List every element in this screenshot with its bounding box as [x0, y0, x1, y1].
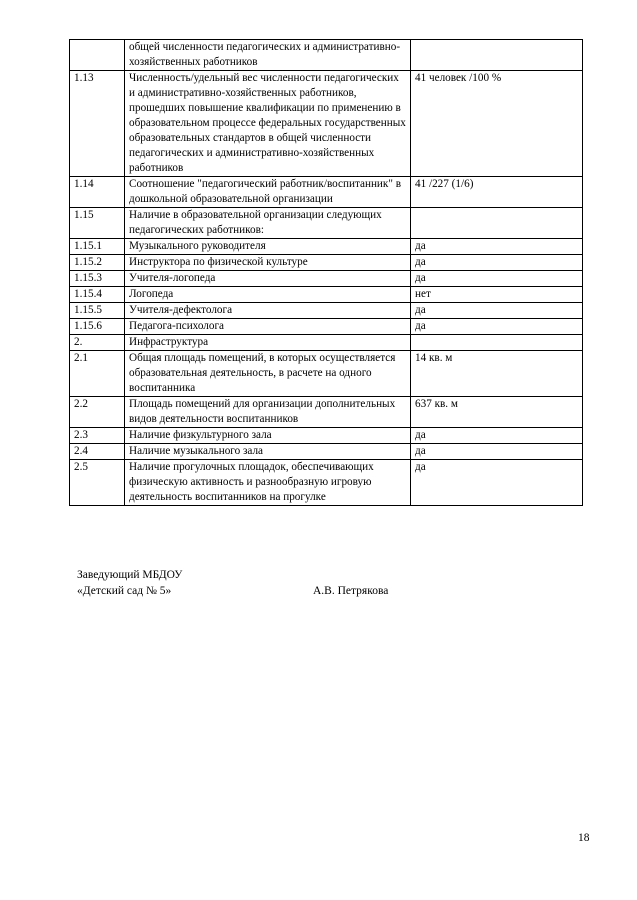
- cell-num: 1.13: [70, 71, 125, 177]
- cell-val: 41 человек /100 %: [411, 71, 583, 177]
- cell-desc: Музыкального руководителя: [125, 239, 411, 255]
- table-row: [70, 319, 583, 335]
- cell-num: 1.15.2: [70, 255, 125, 271]
- table-row: [70, 71, 583, 177]
- cell-val: [411, 335, 583, 351]
- cell-val: да: [411, 239, 583, 255]
- table-row: [70, 444, 583, 460]
- cell-num: 2.1: [70, 351, 125, 397]
- table-row: [70, 303, 583, 319]
- cell-desc: Учителя-логопеда: [125, 271, 411, 287]
- cell-desc: Соотношение "педагогический работник/воспитанник" в дошкольной образовательной организации: [125, 177, 411, 208]
- indicators-table: [69, 39, 583, 506]
- cell-desc: Учителя-дефектолога: [125, 303, 411, 319]
- cell-desc: Наличие прогулочных площадок, обеспечивающих физическую активность и разнообразную игровую деятельность воспитанников на прогулке: [125, 460, 411, 506]
- cell-val: 41 /227 (1/6): [411, 177, 583, 208]
- cell-val: да: [411, 255, 583, 271]
- cell-val: да: [411, 460, 583, 506]
- table-row: [70, 351, 583, 397]
- cell-desc: Общая площадь помещений, в которых осуществляется образовательная деятельность, в расчете на одного воспитанника: [125, 351, 411, 397]
- cell-num: 2.3: [70, 428, 125, 444]
- cell-desc: Инфраструктура: [125, 335, 411, 351]
- cell-num: 1.15: [70, 208, 125, 239]
- cell-desc: Наличие музыкального зала: [125, 444, 411, 460]
- cell-val: да: [411, 303, 583, 319]
- table-row: [70, 335, 583, 351]
- cell-val: нет: [411, 287, 583, 303]
- cell-num: 2.5: [70, 460, 125, 506]
- cell-desc: Логопеда: [125, 287, 411, 303]
- cell-desc: Инструктора по физической культуре: [125, 255, 411, 271]
- cell-desc: общей численности педагогических и административно-хозяйственных работников: [125, 40, 411, 71]
- cell-val: да: [411, 319, 583, 335]
- cell-val: 637 кв. м: [411, 397, 583, 428]
- cell-num: 1.15.4: [70, 287, 125, 303]
- signature-position: Заведующий МБДОУ: [77, 569, 183, 581]
- table-row: [70, 255, 583, 271]
- cell-num: 2.4: [70, 444, 125, 460]
- cell-val: 14 кв. м: [411, 351, 583, 397]
- cell-num: 1.15.3: [70, 271, 125, 287]
- table-row: [70, 208, 583, 239]
- cell-desc: Площадь помещений для организации дополнительных видов деятельности воспитанников: [125, 397, 411, 428]
- cell-val: да: [411, 444, 583, 460]
- cell-desc: Педагога-психолога: [125, 319, 411, 335]
- cell-val: [411, 208, 583, 239]
- signature-name: А.В. Петрякова: [313, 585, 389, 597]
- cell-val: да: [411, 271, 583, 287]
- signature-organization: «Детский сад № 5»: [77, 585, 172, 597]
- cell-num: 2.: [70, 335, 125, 351]
- cell-num: [70, 40, 125, 71]
- cell-desc: Численность/удельный вес численности педагогических и административно-хозяйственных работников, прошедших повышение квалификации по применению в образовательном процессе федеральных государственных образовательных стандартов в общей численности педагогических и административно-хозяйственных работников: [125, 71, 411, 177]
- cell-num: 1.14: [70, 177, 125, 208]
- table-row: [70, 460, 583, 506]
- table-row: [70, 397, 583, 428]
- cell-val: да: [411, 428, 583, 444]
- cell-num: 2.2: [70, 397, 125, 428]
- page-number: 18: [578, 832, 590, 844]
- cell-num: 1.15.6: [70, 319, 125, 335]
- table-row: [70, 271, 583, 287]
- table-row: [70, 239, 583, 255]
- cell-desc: Наличие в образовательной организации следующих педагогических работников:: [125, 208, 411, 239]
- cell-num: 1.15.5: [70, 303, 125, 319]
- cell-val: [411, 40, 583, 71]
- table-row: [70, 177, 583, 208]
- table-row: [70, 428, 583, 444]
- table-row: [70, 40, 583, 71]
- cell-num: 1.15.1: [70, 239, 125, 255]
- cell-desc: Наличие физкультурного зала: [125, 428, 411, 444]
- table-row: [70, 287, 583, 303]
